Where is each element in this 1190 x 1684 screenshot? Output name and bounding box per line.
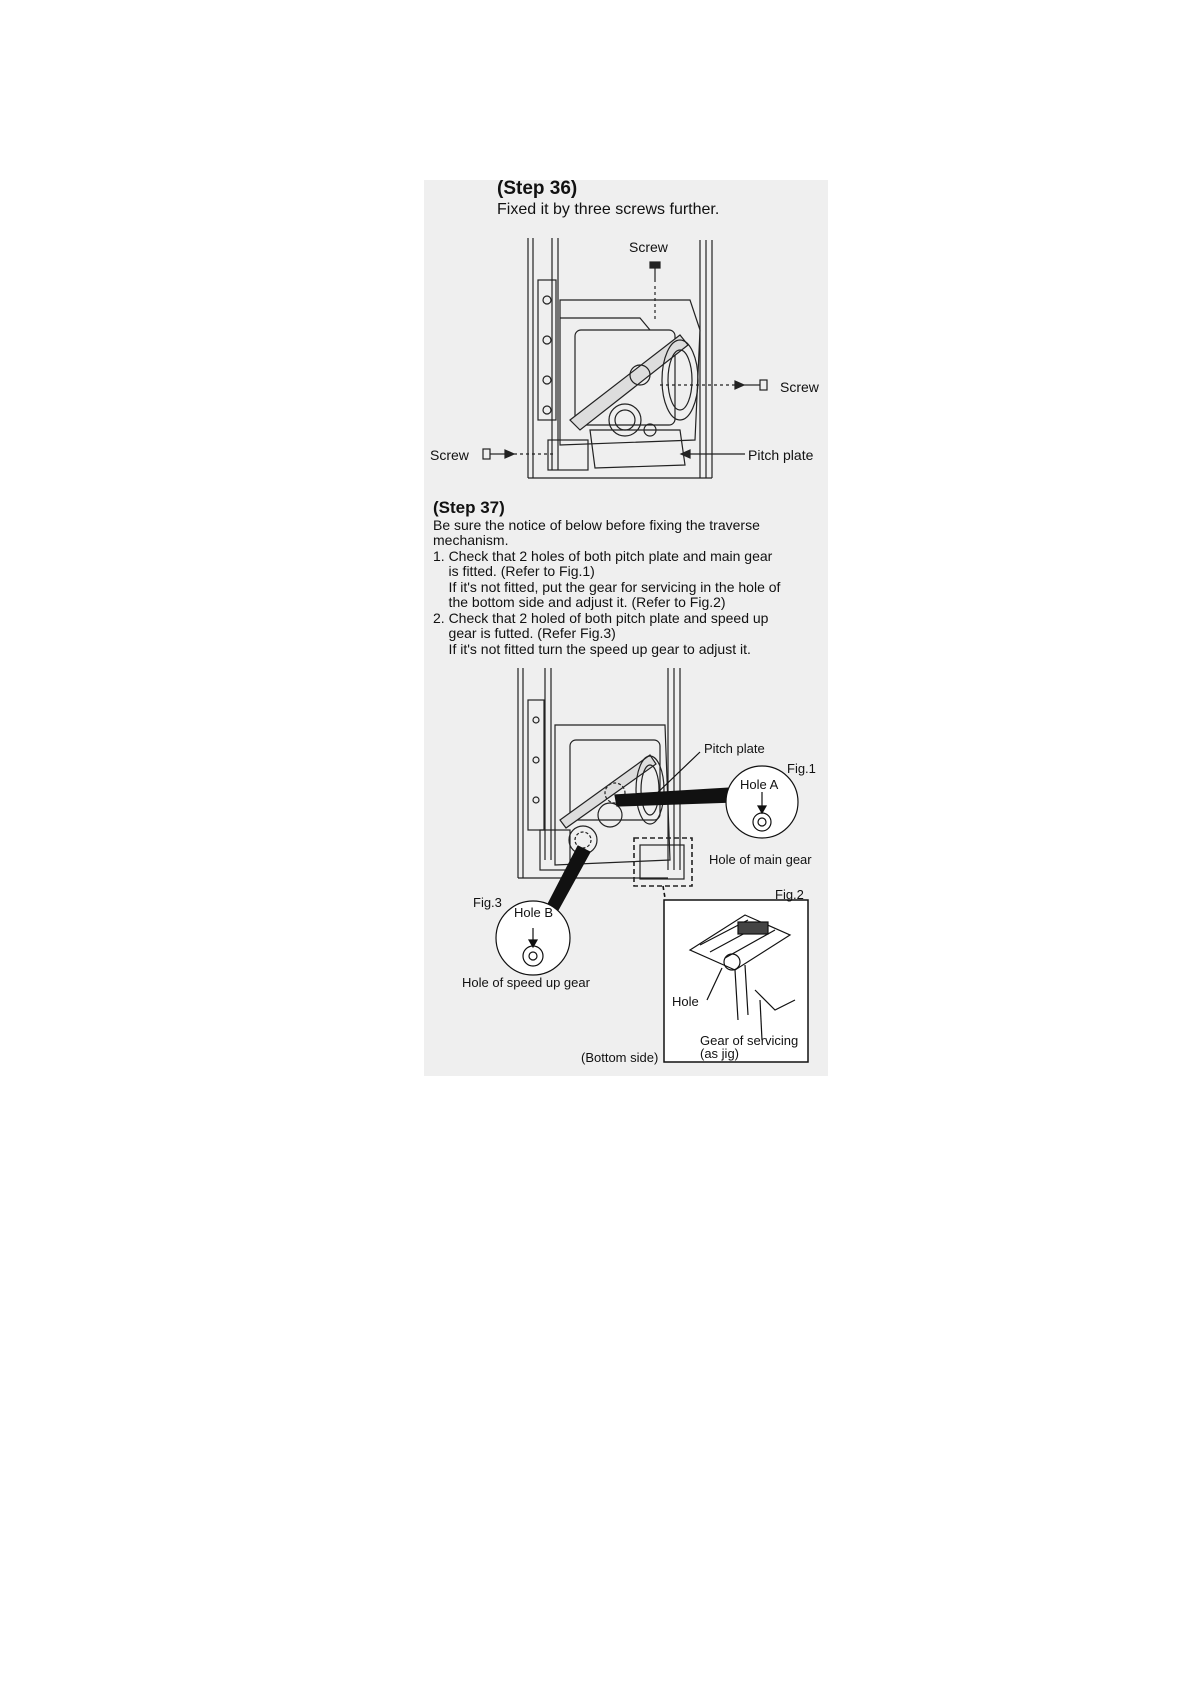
step37-line-8: gear is futted. (Refer Fig.3) (433, 625, 616, 641)
label-pitch-plate: Pitch plate (748, 447, 814, 463)
label-screw-right: Screw (780, 379, 819, 395)
step37-line-7: 2. Check that 2 holed of both pitch plate and speed up (433, 610, 769, 626)
label-pitch-plate-2: Pitch plate (704, 741, 765, 756)
label-hole-b: Hole B (514, 905, 554, 920)
step37-title: (Step 37) (433, 498, 505, 517)
label-gear-servicing-2: (as jig) (700, 1046, 740, 1061)
step36-text: Fixed it by three screws further. (497, 201, 720, 218)
step37-line-5: If it's not fitted, put the gear for servicing in the hole of (433, 579, 781, 595)
label-gear-servicing-1: Gear of servicing (700, 1033, 799, 1048)
label-hole: Hole (672, 994, 699, 1009)
label-hole-a: Hole A (740, 777, 779, 792)
label-fig2: Fig.2 (775, 887, 804, 902)
label-bottom-side: (Bottom side) (581, 1050, 659, 1065)
step37-line-4: is fitted. (Refer to Fig.1) (433, 563, 595, 579)
step37-line-6: the bottom side and adjust it. (Refer to Fig.2) (433, 594, 726, 610)
label-fig1: Fig.1 (787, 761, 816, 776)
step37-line-2: mechanism. (433, 532, 509, 548)
step37-line-1: Be sure the notice of below before fixing the traverse (433, 517, 760, 533)
label-fig3: Fig.3 (473, 895, 502, 910)
label-screw-top: Screw (629, 239, 668, 255)
step37-line-9: If it's not fitted turn the speed up gear to adjust it. (433, 641, 751, 657)
step37-line-3: 1. Check that 2 holes of both pitch plate and main gear (433, 548, 773, 564)
label-screw-left: Screw (430, 447, 469, 463)
step36-title: (Step 36) (497, 178, 578, 199)
label-hole-speed-up-gear: Hole of speed up gear (462, 975, 590, 990)
label-hole-main-gear: Hole of main gear (709, 852, 812, 867)
